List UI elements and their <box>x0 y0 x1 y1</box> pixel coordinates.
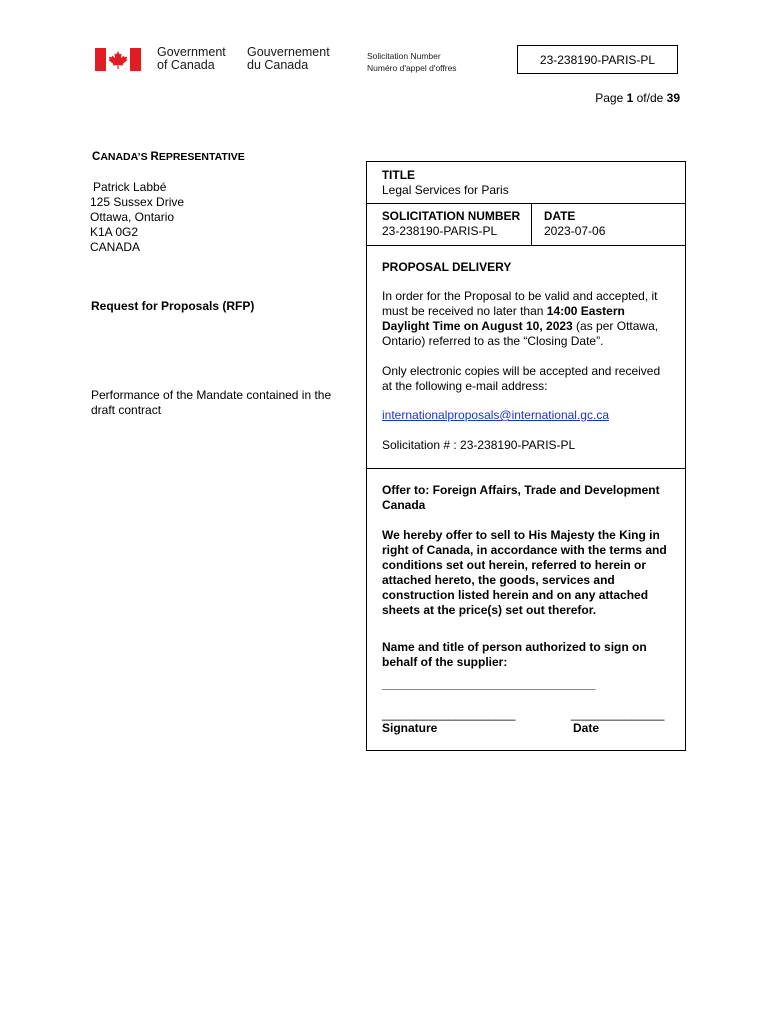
canada-representative-heading <box>92 151 245 163</box>
page-current: 1 <box>626 91 634 105</box>
date-heading <box>544 209 673 225</box>
delivery-text <box>382 289 673 349</box>
delivery-label-roposal: ROPOSAL <box>389 260 453 274</box>
title-label-t: T <box>382 170 390 182</box>
gov-fr-line1: Gouvernement <box>247 45 330 59</box>
rep-country: CANADA <box>90 240 141 254</box>
mandate-line1: Performance of the Mandate contained in the <box>91 388 332 402</box>
government-of-canada-en <box>157 46 226 72</box>
closing-deadline: 14:00 Eastern Daylight Time on August 10, 2023 <box>382 304 625 333</box>
rep-heading-c: C <box>92 151 101 163</box>
proposal-panel <box>366 161 686 751</box>
rep-name: Patrick Labbé <box>93 180 167 194</box>
sol-label-umber: UMBER <box>476 209 521 223</box>
date-line: ______________ <box>571 707 665 721</box>
email-link-wrap <box>382 408 673 423</box>
delivery-text-part1: In order for the Proposal to be valid and accepted, it must be received no later than <box>382 289 658 318</box>
rep-address-street: 125 Sussex Drive <box>90 195 185 209</box>
electronic-copies-text: Only electronic copies will be accepted and received at the following e-mail address: <box>382 364 661 393</box>
title-value: Legal Services for Paris <box>382 183 509 197</box>
government-of-canada-fr <box>247 46 330 72</box>
date-label-ate: ATE <box>552 209 576 223</box>
proposal-delivery-heading <box>382 260 673 276</box>
email-link[interactable]: internationalproposals@international.gc.ca <box>382 408 609 422</box>
rep-address-city: Ottawa, Ontario <box>90 210 175 224</box>
date-label: Date <box>573 721 600 735</box>
solicitation-number: 23-238190-PARIS-PL <box>539 52 656 67</box>
solicitation-label-en: Solicitation Number <box>367 51 441 61</box>
solicitation-reference: Solicitation # : 23-238190-PARIS-PL <box>382 438 576 452</box>
signature-line: ____________________ <box>382 707 516 721</box>
page-prefix: Page <box>595 91 627 105</box>
sol-label-n: N <box>467 211 477 223</box>
page-separator: of/de <box>633 91 667 105</box>
offer-statement: We hereby offer to sell to His Majesty the King in right of Canada, in accordance with the terms and conditions set out herein, referred to herein or attached hereto, the goods, services and construction listed herein and on any attached sheets at the price(s) set out therefor. <box>382 528 667 617</box>
solicitation-number-value: 23-238190-PARIS-PL <box>382 224 498 238</box>
gov-fr-line2: du Canada <box>247 58 309 72</box>
rfp-title: Request for Proposals (RFP) <box>91 299 255 313</box>
page-total: 39 <box>666 91 680 105</box>
solicitation-number-heading <box>382 209 520 225</box>
rep-heading-anada: ANADA <box>100 151 138 163</box>
title-label-itle: ITLE <box>389 168 416 182</box>
date-label-d: D <box>544 211 553 223</box>
delivery-text-part2: (as per Ottawa, Ontario) referred to as the “Closing Date”. <box>382 319 659 348</box>
title-label <box>382 168 673 184</box>
canada-flag-logo <box>95 48 141 71</box>
name-title-line: ________________________________ <box>382 677 596 691</box>
sol-label-s: S <box>382 211 390 223</box>
rep-heading-apos: ’S <box>137 151 151 163</box>
page-indicator <box>595 91 680 105</box>
mandate-text <box>91 388 331 418</box>
solicitation-label-fr: Numéro d'appel d'offres <box>367 63 457 73</box>
gov-en-line2: of Canada <box>157 58 215 72</box>
authorized-signer-text: Name and title of person authorized to sign on behalf of the supplier: <box>382 640 647 669</box>
solicitation-number-box <box>517 45 678 74</box>
delivery-label-d: D <box>452 262 461 274</box>
rep-heading-r: R <box>150 151 159 163</box>
delivery-label-elivery: ELIVERY <box>460 260 512 274</box>
representative-address <box>90 180 184 255</box>
solicitation-number-label <box>367 50 457 74</box>
gov-en-line1: Government <box>157 45 226 59</box>
sol-label-olicitation: OLICITATION <box>389 209 468 223</box>
date-value: 2023-07-06 <box>544 224 606 238</box>
delivery-label-p: P <box>382 262 390 274</box>
mandate-line2: draft contract <box>91 403 162 417</box>
rep-postal-code: K1A 0G2 <box>90 225 139 239</box>
signature-label: Signature <box>382 721 438 735</box>
offer-to-text: Offer to: Foreign Affairs, Trade and Development Canada <box>382 483 660 512</box>
rep-heading-epresentative: EPRESENTATIVE <box>158 151 245 163</box>
